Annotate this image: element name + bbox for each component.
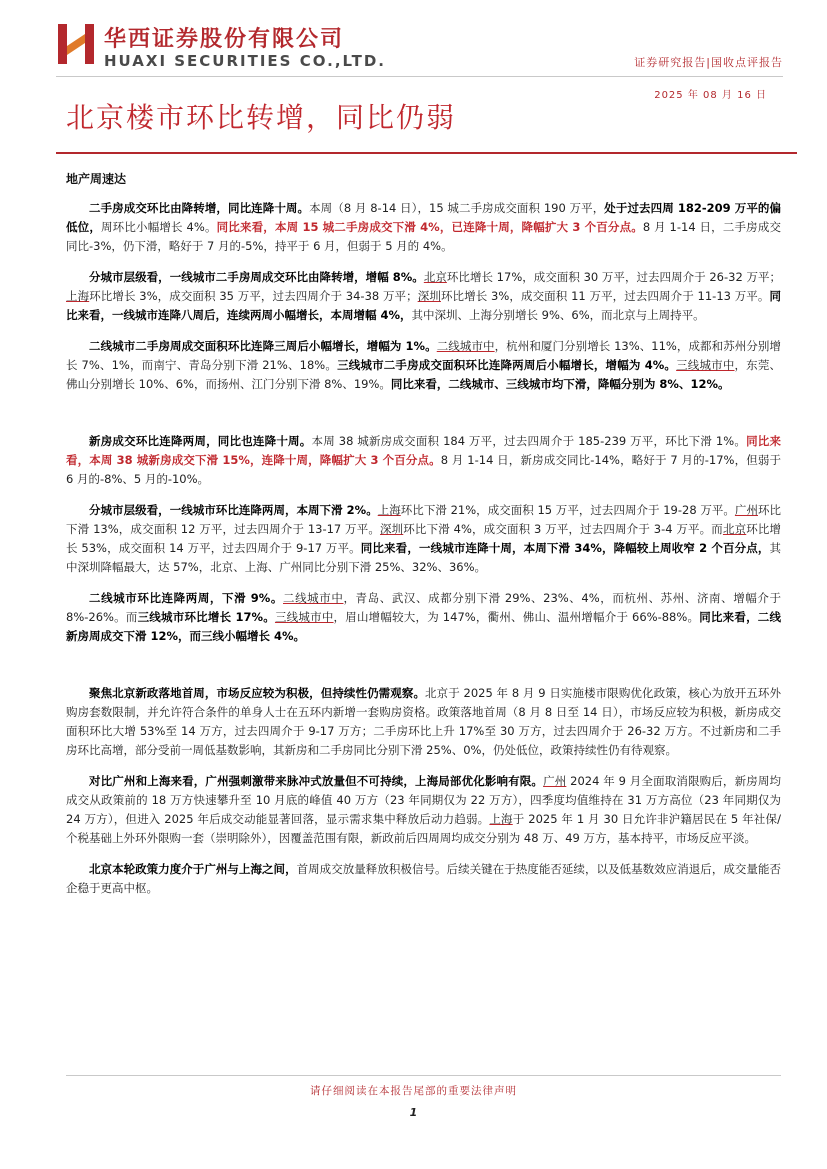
- paragraph-guangzhou-shanghai: [66, 772, 781, 848]
- paragraph-newhome-tier1: [66, 501, 781, 577]
- header-divider: [56, 76, 783, 77]
- text-segment: 二线城市环比连降两周，下滑 9%。: [89, 591, 283, 605]
- text-segment: ，青岛、武汉、成都分别下滑 29%、23%、4%，而杭州、苏州、济南、增幅介于 8%-26%。而: [66, 591, 782, 624]
- report-header: [0, 0, 827, 150]
- text-segment: 其中深圳降幅最大，达 57%，北京、上海、广州同比分别下滑 25%、32%、36%。: [66, 541, 781, 574]
- paragraph-beijing-outlook: [66, 860, 781, 898]
- text-segment: 对比广州和上海来看，广州强刺激带来脉冲式放量但不可持续，上海局部优化影响有限。: [89, 774, 544, 788]
- text-segment: 深圳: [417, 289, 441, 303]
- page-title: 北京楼市环比转增，同比仍弱: [66, 101, 457, 134]
- text-segment: 二线城市中: [283, 591, 344, 605]
- text-segment: 新房成交环比连降两周，同比也连降十周。: [89, 434, 312, 448]
- text-segment: 北京: [423, 270, 447, 284]
- text-segment: 同比来看，本周 15 城二手房成交下滑 4%，已连降十周，降幅扩大 3 个百分点。: [216, 220, 643, 234]
- text-segment: 同比来看，本周 38 城新房成交下滑 15%，连降十周，降幅扩大 3 个百分点。: [66, 434, 781, 467]
- legal-notice: 请仔细阅读在本报告尾部的重要法律声明: [310, 1085, 517, 1097]
- text-segment: 环比下滑 13%，成交面积 12 万平，过去四周介于 13-17 万平。: [66, 503, 782, 536]
- text-segment: 同比来看，一线城市连降八周后，连续两周小幅增长，本周增幅 4%，: [66, 289, 781, 322]
- text-segment: 北京于 2025 年 8 月 9 日实施楼市限购优化政策，核心为放开五环外购房套数限制，并允许符合条件的单身人士在五环内新增一套购房资格。政策落地首周（8 月 8 日至 14 日），市场反应较为积极，新房成交面积环比大增 53%至 14 万方，过去四周介于 9-17 万方；二手房环比上升 17%至 30 万方，过去四周介于 26-32 万方。不过新房和二手房环比高增，部分受前一周低基数影响，其新房和二手房同比分别下滑 25%、0%，仍处低位，政策持续性仍有待观察。: [66, 686, 781, 757]
- section-label: 地产周速达: [66, 172, 127, 186]
- company-name-cn: 华西证券股份有限公司: [104, 27, 345, 52]
- text-segment: 处于过去四周 182-209 万平的偏低位，: [66, 201, 781, 234]
- report-type: 证券研究报告|国收点评报告: [634, 56, 783, 69]
- text-segment: 北京: [722, 522, 747, 536]
- text-segment: 8 月 1-14 日，二手房成交同比-3%，仍下滑，略好于 7 月的-5%，持平于 6 月，但弱于 5 月的 4%。: [66, 220, 781, 253]
- text-segment: 同比来看，二线新房周成交下滑 12%，而三线小幅增长 4%。: [66, 610, 781, 643]
- report-date: 2025 年 08 月 16 日: [654, 90, 767, 101]
- text-segment: 其中深圳、上海分别增长 9%、6%，而北京与上周持平。: [411, 308, 705, 322]
- text-segment: 三线城市环比增长 17%。: [137, 610, 275, 624]
- text-segment: 二手房成交环比由降转增，同比连降十周。: [89, 201, 310, 215]
- text-segment: 三线城市中: [274, 610, 334, 624]
- text-segment: ，眉山增幅较大，为 147%，衢州、佛山、温州增幅介于 66%-88%。: [333, 610, 700, 624]
- text-segment: ，东莞、佛山分别增长 10%、6%，而扬州、江门分别下滑 8%、19%。: [66, 358, 782, 391]
- text-segment: 同比来看，二线城市、三线城市均下滑，降幅分别为 8%、12%。: [390, 377, 730, 391]
- huaxi-logo-icon: [56, 22, 96, 66]
- text-segment: 环比下滑 4%，成交面积 3 万平，过去四周介于 3-4 万平。而: [403, 522, 723, 536]
- text-segment: 北京本轮政策力度介于广州与上海之间，: [89, 862, 297, 876]
- text-segment: 于 2025 年 1 月 30 日允许非沪籍居民在 5 年社保/个税基础上外环外限购一套（崇明除外），因覆盖范围有限，新政前后四周周均成交分别为 48 万、49 万方，基本持平，市场反应平淡。: [66, 812, 781, 845]
- text-segment: 首周成交放量释放积极信号。后续关键在于热度能否延续，以及低基数效应消退后，成交量能否企稳于更高中枢。: [66, 862, 781, 895]
- text-segment: 分城市层级看，一线城市二手房周成交环比由降转增，增幅 8%。: [89, 270, 424, 284]
- text-segment: 上海: [66, 289, 90, 303]
- paragraph-beijing-policy: [66, 684, 781, 760]
- text-segment: 环比增长 3%，成交面积 11 万平，过去四周介于 11-13 万平。: [440, 289, 770, 303]
- text-segment: 上海: [489, 812, 513, 826]
- text-segment: 环比增长 53%，成交面积 14 万平，过去四周介于 9-17 万平。: [66, 522, 782, 555]
- footer-divider: [66, 1075, 781, 1076]
- report-body: [66, 160, 781, 910]
- text-segment: 8 月 1-14 日，新房成交同比-14%，略好于 7 月的-17%，但弱于 6 月的-8%、5 月的-10%。: [66, 453, 781, 486]
- text-segment: 环比增长 17%，成交面积 30 万平，过去四周介于 26-32 万平；: [446, 270, 781, 284]
- text-segment: 广州: [734, 503, 758, 517]
- text-segment: 深圳: [379, 522, 404, 536]
- paragraph-secondhand-tier2-3: [66, 337, 781, 394]
- text-segment: ，杭州和厦门分别增长 13%、11%，成都和苏州分别增长 7%、1%，而南宁、青岛分别下滑 21%、18%。: [66, 339, 782, 372]
- text-segment: 本周 38 城新房成交面积 184 万平，过去四周介于 185-239 万平，环比下滑 1%。: [311, 434, 747, 448]
- text-segment: 上海: [377, 503, 401, 517]
- paragraph-secondhand-tier1: [66, 268, 781, 325]
- paragraph-newhome-overview: [66, 432, 781, 489]
- text-segment: 同比来看，一线城市连降十周，本周下滑 34%，降幅较上周收窄 2 个百分点，: [360, 541, 770, 555]
- text-segment: 三线城市中: [676, 358, 735, 372]
- text-segment: 聚焦北京新政落地首周，市场反应较为积极，但持续性仍需观察。: [89, 686, 426, 700]
- text-segment: 二线城市中: [436, 339, 495, 353]
- text-segment: 分城市层级看，一线城市环比连降两周，本周下滑 2%。: [89, 503, 378, 517]
- text-segment: 二线城市二手房周成交面积环比连降三周后小幅增长，增幅为 1%。: [89, 339, 437, 353]
- text-segment: 本周（8 月 8-14 日），15 城二手房成交面积 190 万平，: [309, 201, 605, 215]
- page-number: 1: [409, 1106, 418, 1119]
- text-segment: 周环比小幅增长 4%。: [101, 220, 217, 234]
- paragraph-secondhand-overview: [66, 199, 781, 256]
- paragraph-newhome-tier2-3: [66, 589, 781, 646]
- text-segment: 环比增长 3%，成交面积 35 万平，过去四周介于 34-38 万平；: [89, 289, 418, 303]
- text-segment: 三线城市二手房成交面积环比连降两周后小幅增长，增幅为 4%。: [337, 358, 677, 372]
- text-segment: 2024 年 9 月全面取消限购后，新房周均成交从政策前的 18 万方快速攀升至 10 月底的峰值 40 万方（23 年同期仅为 22 万方），四季度均值维持在 31 万方高位（23 年同期仅为 24 万方），但进入 2025 年后成交动能显著回落，显示需求集中释放后动力趋弱。: [66, 774, 782, 826]
- title-divider: [56, 152, 797, 154]
- company-name-en: HUAXI SECURITIES CO.,LTD.: [104, 52, 386, 70]
- text-segment: 环比下滑 21%，成交面积 15 万平，过去四周介于 19-28 万平。: [400, 503, 735, 517]
- text-segment: 广州: [543, 774, 567, 788]
